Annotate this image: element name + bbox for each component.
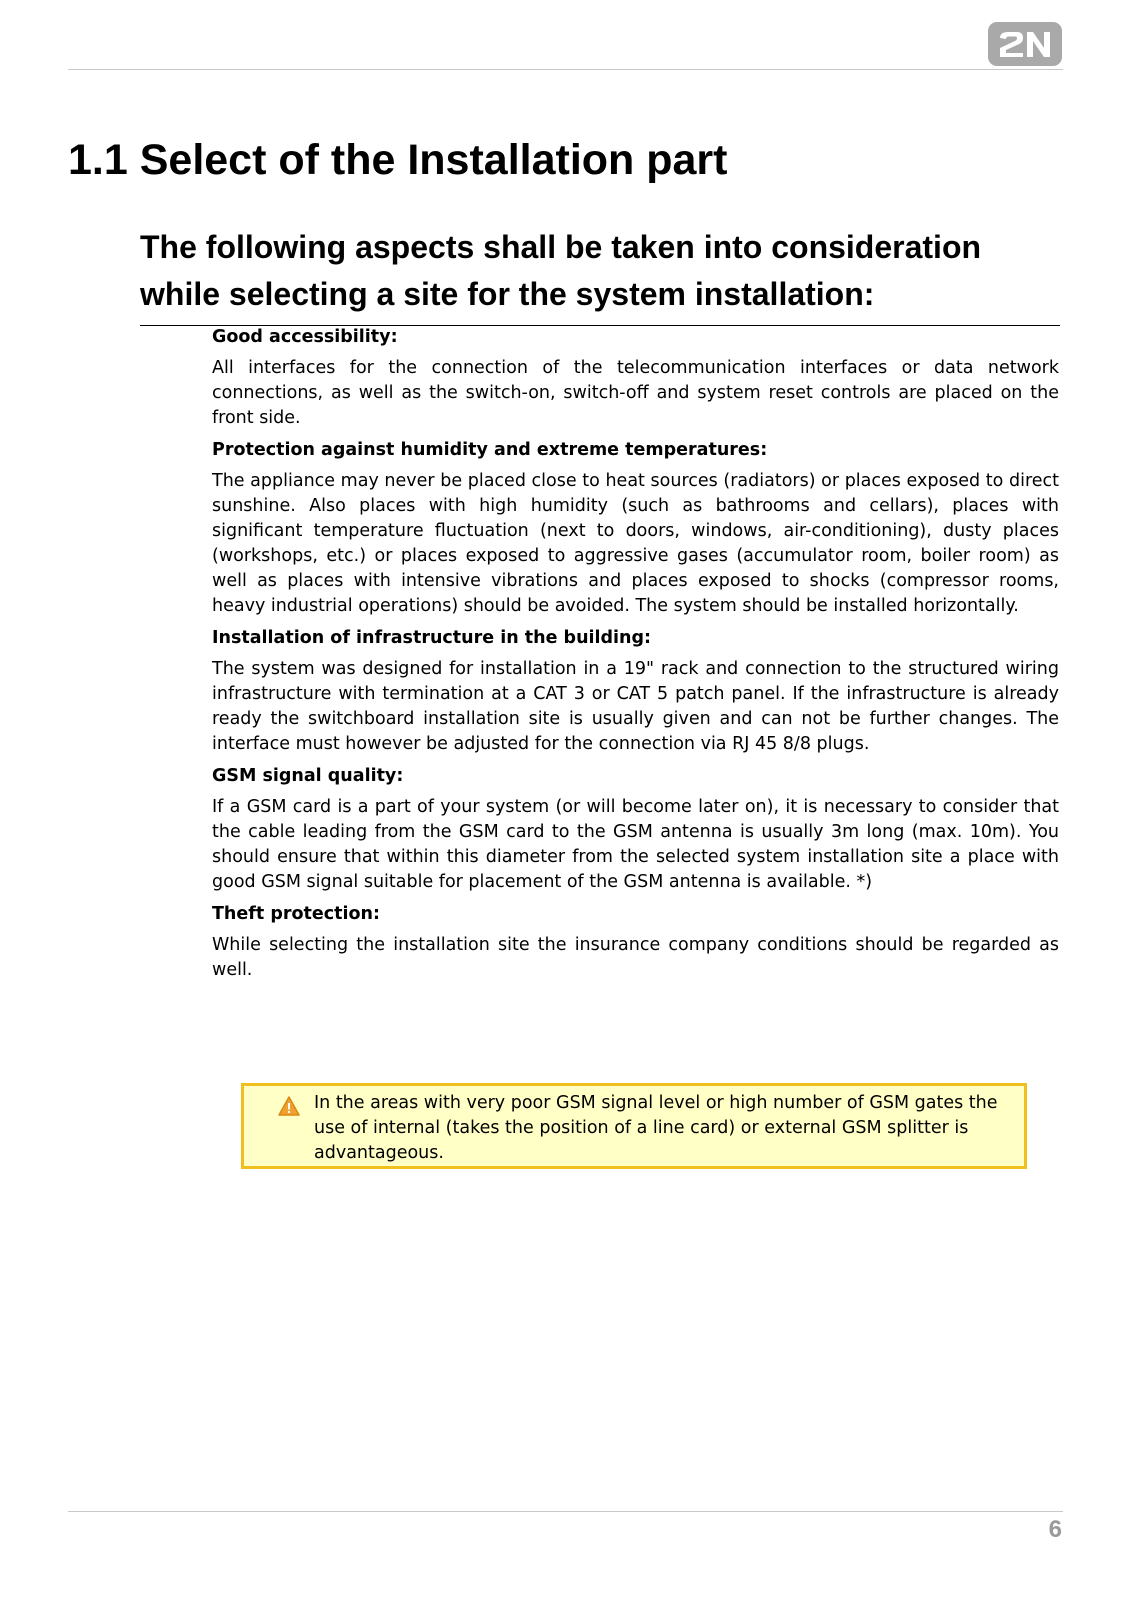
section-infrastructure xyxy=(212,626,1059,757)
section-heading: Good accessibility: xyxy=(212,327,398,347)
section-humidity-protection xyxy=(212,438,1059,619)
content-area xyxy=(212,325,1059,990)
section-heading: Protection against humidity and extreme temperatures: xyxy=(212,440,768,460)
section-subtitle: The following aspects shall be taken into consideration while selecting a site for the system installation: xyxy=(140,224,1060,326)
page-title: 1.1 Select of the Installation part xyxy=(68,136,728,184)
section-body: While selecting the installation site the insurance company conditions should be regarded as well. xyxy=(212,935,1059,980)
section-heading: Installation of infrastructure in the building: xyxy=(212,628,652,648)
footer-divider xyxy=(68,1511,1063,1512)
section-body: The system was designed for installation in a 19" rack and connection to the structured wiring infrastructure with termination at a CAT 3 or CAT 5 patch panel. If the infrastructure is already ready the switchboard installation site is usually given and can not be further changes. The interface must however be adjusted for the connection via RJ 45 8/8 plugs. xyxy=(212,659,1059,754)
section-body: If a GSM card is a part of your system (or will become later on), it is necessary to consider that the cable leading from the GSM card to the GSM antenna is usually 3m long (max. 10m). You should ensure that within this diameter from the selected system installation site a place with good GSM signal suitable for placement of the GSM antenna is available. *) xyxy=(212,797,1059,892)
warning-note xyxy=(241,1083,1027,1169)
brand-logo xyxy=(988,22,1062,66)
2n-logo-icon xyxy=(988,22,1062,66)
section-good-accessibility xyxy=(212,325,1059,431)
section-heading: GSM signal quality: xyxy=(212,766,404,786)
header-divider xyxy=(68,69,1063,70)
warning-text: In the areas with very poor GSM signal level or high number of GSM gates the use of internal (takes the position of a line card) or external GSM splitter is advantageous. xyxy=(314,1093,998,1163)
section-body: All interfaces for the connection of the telecommunication interfaces or data network connections, as well as the switch-on, switch-off and system reset controls are placed on the front side. xyxy=(212,358,1059,428)
section-heading: Theft protection: xyxy=(212,904,380,924)
section-body: The appliance may never be placed close to heat sources (radiators) or places exposed to direct sunshine. Also places with high humidity (such as bathrooms and cellars), places with significant temperature fluctuation (next to doors, windows, air-conditioning), dusty places (workshops, etc.) or places exposed to aggressive gases (accumulator room, boiler room) as well as places with intensive vibrations and places exposed to shocks (compressor rooms, heavy industrial operations) should be avoided. The system should be installed horizontally. xyxy=(212,471,1059,616)
page-number: 6 xyxy=(1048,1516,1062,1543)
section-theft-protection xyxy=(212,902,1059,983)
warning-triangle-icon xyxy=(278,1096,300,1116)
section-gsm-signal xyxy=(212,764,1059,895)
